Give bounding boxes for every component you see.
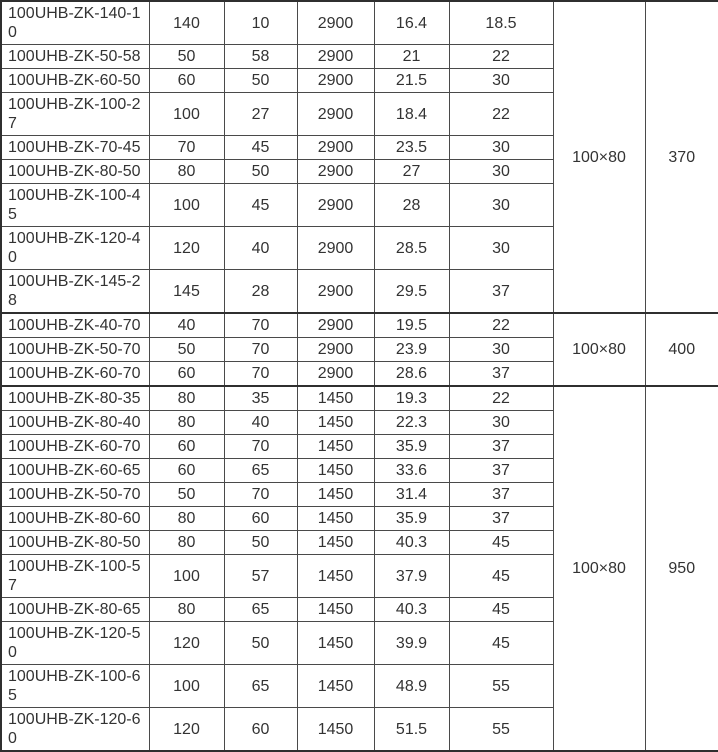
cell-flow: 120 <box>149 227 224 270</box>
cell-head: 70 <box>224 362 297 387</box>
cell-shaft-power: 23.9 <box>374 338 449 362</box>
cell-outlet-size-merged: 100×80 <box>553 313 645 386</box>
cell-model: 100UHB-ZK-80-50 <box>1 531 149 555</box>
cell-model: 100UHB-ZK-60-70 <box>1 435 149 459</box>
cell-speed: 1450 <box>297 555 374 598</box>
cell-outlet-size-merged: 100×80 <box>553 386 645 751</box>
cell-flow: 60 <box>149 362 224 387</box>
cell-shaft-power: 27 <box>374 160 449 184</box>
cell-speed: 1450 <box>297 386 374 411</box>
cell-flow: 100 <box>149 93 224 136</box>
cell-shaft-power: 28.5 <box>374 227 449 270</box>
cell-shaft-power: 39.9 <box>374 622 449 665</box>
cell-head: 10 <box>224 1 297 45</box>
cell-motor-power: 55 <box>449 665 553 708</box>
cell-head: 28 <box>224 270 297 314</box>
cell-speed: 1450 <box>297 622 374 665</box>
cell-flow: 145 <box>149 270 224 314</box>
cell-flow: 100 <box>149 555 224 598</box>
cell-speed: 2900 <box>297 136 374 160</box>
cell-flow: 80 <box>149 411 224 435</box>
cell-speed: 1450 <box>297 411 374 435</box>
cell-motor-power: 55 <box>449 708 553 752</box>
cell-model: 100UHB-ZK-80-60 <box>1 507 149 531</box>
cell-shaft-power: 40.3 <box>374 531 449 555</box>
cell-model: 100UHB-ZK-50-58 <box>1 45 149 69</box>
cell-speed: 2900 <box>297 184 374 227</box>
cell-model: 100UHB-ZK-60-65 <box>1 459 149 483</box>
cell-model: 100UHB-ZK-100-45 <box>1 184 149 227</box>
cell-head: 60 <box>224 708 297 752</box>
cell-speed: 1450 <box>297 507 374 531</box>
cell-motor-power: 22 <box>449 93 553 136</box>
cell-shaft-power: 35.9 <box>374 435 449 459</box>
cell-flow: 60 <box>149 435 224 459</box>
cell-head: 27 <box>224 93 297 136</box>
cell-speed: 2900 <box>297 313 374 338</box>
cell-head: 65 <box>224 598 297 622</box>
cell-model: 100UHB-ZK-70-45 <box>1 136 149 160</box>
cell-speed: 2900 <box>297 227 374 270</box>
cell-flow: 140 <box>149 1 224 45</box>
cell-flow: 120 <box>149 708 224 752</box>
cell-flow: 40 <box>149 313 224 338</box>
cell-speed: 2900 <box>297 1 374 45</box>
cell-motor-power: 37 <box>449 507 553 531</box>
cell-shaft-power: 37.9 <box>374 555 449 598</box>
table-row <box>1 386 718 411</box>
cell-flow: 80 <box>149 598 224 622</box>
cell-motor-power: 30 <box>449 136 553 160</box>
cell-shaft-power: 51.5 <box>374 708 449 752</box>
cell-head: 50 <box>224 622 297 665</box>
cell-flow: 50 <box>149 338 224 362</box>
cell-model: 100UHB-ZK-120-50 <box>1 622 149 665</box>
cell-shaft-power: 28 <box>374 184 449 227</box>
cell-shaft-power: 48.9 <box>374 665 449 708</box>
cell-motor-power: 45 <box>449 555 553 598</box>
cell-motor-power: 30 <box>449 184 553 227</box>
cell-speed: 1450 <box>297 598 374 622</box>
cell-model: 100UHB-ZK-80-50 <box>1 160 149 184</box>
cell-head: 50 <box>224 69 297 93</box>
cell-flow: 120 <box>149 622 224 665</box>
cell-shaft-power: 23.5 <box>374 136 449 160</box>
cell-speed: 1450 <box>297 708 374 752</box>
pump-spec-table-body <box>1 1 718 751</box>
cell-speed: 2900 <box>297 362 374 387</box>
cell-head: 60 <box>224 507 297 531</box>
cell-shaft-power: 29.5 <box>374 270 449 314</box>
cell-head: 45 <box>224 136 297 160</box>
cell-speed: 2900 <box>297 160 374 184</box>
cell-motor-power: 45 <box>449 622 553 665</box>
cell-shaft-power: 33.6 <box>374 459 449 483</box>
cell-motor-power: 22 <box>449 386 553 411</box>
cell-motor-power: 30 <box>449 160 553 184</box>
cell-head: 58 <box>224 45 297 69</box>
cell-shaft-power: 31.4 <box>374 483 449 507</box>
cell-speed: 2900 <box>297 93 374 136</box>
cell-flow: 60 <box>149 459 224 483</box>
cell-model: 100UHB-ZK-50-70 <box>1 483 149 507</box>
cell-speed: 2900 <box>297 270 374 314</box>
cell-motor-power: 37 <box>449 362 553 387</box>
cell-model: 100UHB-ZK-100-27 <box>1 93 149 136</box>
cell-flow: 70 <box>149 136 224 160</box>
cell-shaft-power: 35.9 <box>374 507 449 531</box>
cell-motor-power: 37 <box>449 483 553 507</box>
cell-model: 100UHB-ZK-120-60 <box>1 708 149 752</box>
cell-head: 35 <box>224 386 297 411</box>
cell-speed: 1450 <box>297 531 374 555</box>
cell-motor-power: 37 <box>449 270 553 314</box>
cell-head: 57 <box>224 555 297 598</box>
cell-shaft-power: 22.3 <box>374 411 449 435</box>
cell-shaft-power: 40.3 <box>374 598 449 622</box>
cell-flow: 80 <box>149 531 224 555</box>
cell-speed: 2900 <box>297 69 374 93</box>
table-row <box>1 313 718 338</box>
cell-speed: 2900 <box>297 45 374 69</box>
cell-head: 70 <box>224 483 297 507</box>
cell-motor-power: 37 <box>449 435 553 459</box>
cell-flow: 80 <box>149 507 224 531</box>
cell-shaft-power: 21.5 <box>374 69 449 93</box>
cell-motor-power: 45 <box>449 598 553 622</box>
cell-head: 65 <box>224 665 297 708</box>
cell-flow: 60 <box>149 69 224 93</box>
cell-speed: 1450 <box>297 459 374 483</box>
cell-head: 40 <box>224 411 297 435</box>
cell-speed: 1450 <box>297 483 374 507</box>
cell-shaft-power: 16.4 <box>374 1 449 45</box>
cell-weight-merged: 400 <box>645 313 718 386</box>
cell-model: 100UHB-ZK-100-57 <box>1 555 149 598</box>
cell-flow: 100 <box>149 665 224 708</box>
cell-flow: 100 <box>149 184 224 227</box>
cell-model: 100UHB-ZK-50-70 <box>1 338 149 362</box>
cell-shaft-power: 18.4 <box>374 93 449 136</box>
cell-shaft-power: 19.3 <box>374 386 449 411</box>
cell-model: 100UHB-ZK-120-40 <box>1 227 149 270</box>
cell-flow: 80 <box>149 386 224 411</box>
cell-flow: 50 <box>149 45 224 69</box>
cell-head: 70 <box>224 435 297 459</box>
cell-motor-power: 37 <box>449 459 553 483</box>
cell-model: 100UHB-ZK-145-28 <box>1 270 149 314</box>
cell-head: 65 <box>224 459 297 483</box>
cell-head: 45 <box>224 184 297 227</box>
cell-model: 100UHB-ZK-80-65 <box>1 598 149 622</box>
cell-head: 50 <box>224 531 297 555</box>
cell-flow: 80 <box>149 160 224 184</box>
cell-outlet-size-merged: 100×80 <box>553 1 645 313</box>
cell-motor-power: 30 <box>449 69 553 93</box>
cell-head: 40 <box>224 227 297 270</box>
cell-model: 100UHB-ZK-60-50 <box>1 69 149 93</box>
cell-model: 100UHB-ZK-60-70 <box>1 362 149 387</box>
cell-shaft-power: 28.6 <box>374 362 449 387</box>
cell-speed: 1450 <box>297 435 374 459</box>
cell-shaft-power: 21 <box>374 45 449 69</box>
cell-head: 70 <box>224 338 297 362</box>
cell-motor-power: 30 <box>449 227 553 270</box>
cell-flow: 50 <box>149 483 224 507</box>
cell-motor-power: 18.5 <box>449 1 553 45</box>
cell-weight-merged: 370 <box>645 1 718 313</box>
cell-model: 100UHB-ZK-80-40 <box>1 411 149 435</box>
cell-model: 100UHB-ZK-140-10 <box>1 1 149 45</box>
cell-motor-power: 30 <box>449 338 553 362</box>
cell-head: 70 <box>224 313 297 338</box>
cell-head: 50 <box>224 160 297 184</box>
cell-weight-merged: 950 <box>645 386 718 751</box>
cell-speed: 1450 <box>297 665 374 708</box>
cell-motor-power: 45 <box>449 531 553 555</box>
cell-motor-power: 22 <box>449 313 553 338</box>
cell-shaft-power: 19.5 <box>374 313 449 338</box>
cell-motor-power: 30 <box>449 411 553 435</box>
cell-model: 100UHB-ZK-40-70 <box>1 313 149 338</box>
cell-model: 100UHB-ZK-80-35 <box>1 386 149 411</box>
table-row <box>1 1 718 45</box>
cell-speed: 2900 <box>297 338 374 362</box>
cell-model: 100UHB-ZK-100-65 <box>1 665 149 708</box>
cell-motor-power: 22 <box>449 45 553 69</box>
